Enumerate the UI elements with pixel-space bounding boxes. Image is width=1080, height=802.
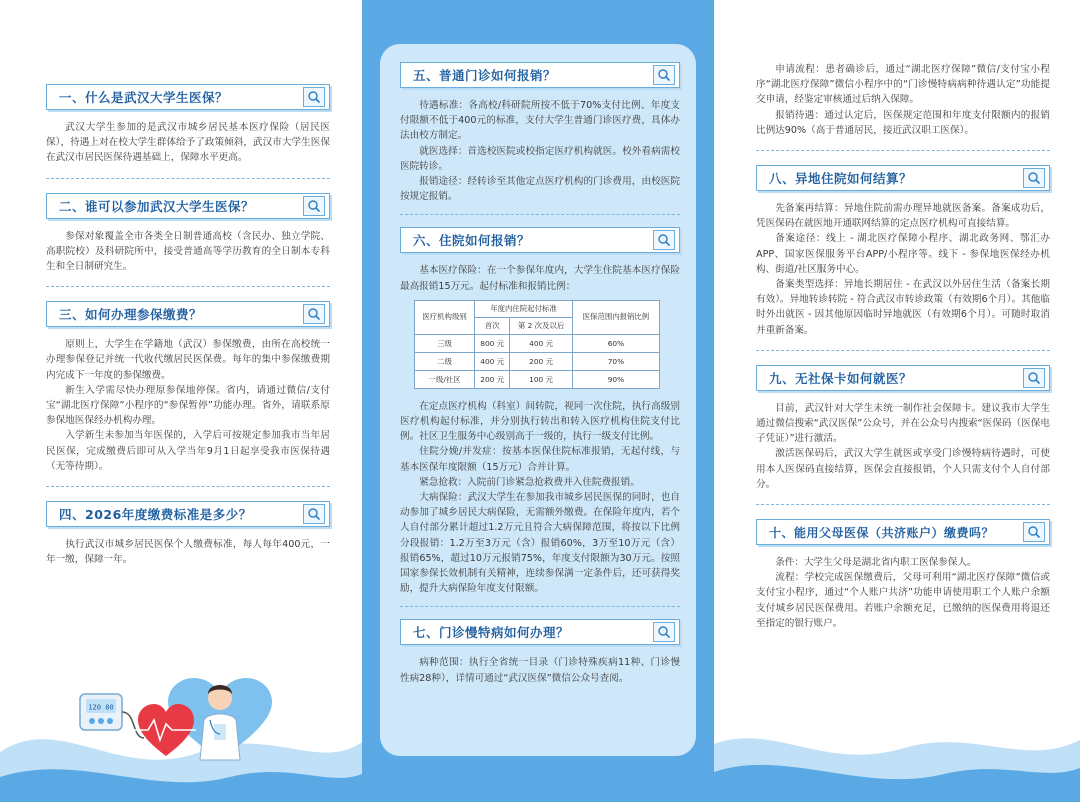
wave-decoration xyxy=(714,682,1080,802)
medical-illustration xyxy=(70,668,330,768)
section-7-para-2: 申请流程：患者确诊后，通过“湖北医疗保障”微信/支付宝小程序“湖北医疗保障”微信小程序中的“门诊慢特病病种待遇认定”功能提交申请，经鉴定审核通过后纳入保障。 xyxy=(756,64,1050,106)
search-icon xyxy=(653,65,675,85)
section-5-heading xyxy=(400,62,680,88)
search-icon xyxy=(1023,368,1045,388)
table-cell: 800 元 xyxy=(475,334,510,352)
table-row xyxy=(415,334,660,352)
section-3-para-1: 原则上，大学生在学籍地（武汉）参保缴费，由所在高校统一办理参保登记并统一代收代缴居民医保费。每年的集中参保缴费期内完成下一年度的参保缴费。 xyxy=(46,339,330,381)
table-header-first: 首次 xyxy=(475,317,510,334)
section-6-para-3: 紧急抢救：入院前门诊紧急抢救费并入住院费报销。 xyxy=(419,476,640,488)
table-cell: 一级/社区 xyxy=(415,370,475,388)
section-2 xyxy=(46,193,330,275)
section-2-title: 二、谁可以参加武汉大学生医保？ xyxy=(59,198,255,214)
section-3-title: 三、如何办理参保缴费？ xyxy=(59,307,203,323)
table-row xyxy=(415,370,660,388)
table-header-ratio: 医保范围内报销比例 xyxy=(572,300,659,334)
table-cell: 70% xyxy=(572,352,659,370)
search-icon xyxy=(303,504,325,524)
section-7-para-3: 报销待遇：通过认定后，医保规定范围和年度支付限额内的报销比例达90%（高于普通居民，接近武汉职工医保）。 xyxy=(756,109,1050,136)
search-icon xyxy=(653,622,675,642)
section-7-para-1: 病种范围：执行全省统一目录（门诊特殊疾病11种、门诊慢性病28种），详情可通过“武汉医保”微信公众号查阅。 xyxy=(400,657,680,684)
section-10-heading xyxy=(756,519,1050,545)
table-cell: 200 元 xyxy=(475,370,510,388)
section-6-heading xyxy=(400,227,680,253)
table-row xyxy=(415,352,660,370)
table-cell: 400 元 xyxy=(510,334,573,352)
search-icon xyxy=(303,304,325,324)
table-cell: 90% xyxy=(572,370,659,388)
section-8-heading xyxy=(756,165,1050,191)
section-7-title: 七、门诊慢特病如何办理？ xyxy=(413,625,570,641)
blood-pressure-monitor-icon xyxy=(80,694,144,738)
section-8-para-1: 先备案再结算：异地住院前需办理异地就医备案。备案成功后，凭医保码在就医地开通联网结算的定点医疗机构可直接结算。 xyxy=(756,203,1050,230)
table-header-level: 医疗机构级别 xyxy=(415,300,475,334)
section-5 xyxy=(400,62,680,204)
left-panel xyxy=(0,0,362,802)
section-10 xyxy=(756,519,1050,631)
divider xyxy=(400,214,680,215)
section-9 xyxy=(756,365,1050,492)
section-6-para-2: 住院分娩/并发症：按基本医保住院标准报销，无起付线，与基本医保年度限额（15万元）合并计算。 xyxy=(400,446,680,473)
section-3-para-3: 入学新生未参加当年医保的，入学后可按规定参加我市当年居民医保，完成缴费后即可从入学当年9月1日起享受我市医保待遇（无等待期）。 xyxy=(46,430,330,472)
section-10-para-1: 条件：大学生父母是湖北省内职工医保参保人。 xyxy=(775,557,977,569)
section-9-heading xyxy=(756,365,1050,391)
right-panel xyxy=(714,0,1080,802)
section-1-para-1: 武汉大学生参加的是武汉市城乡居民基本医疗保险（居民医保），待遇上对在校大学生群体给予了政策倾斜，武汉市大学生医保在武汉市居民医保待遇基础上，保障水平更高。 xyxy=(46,122,330,164)
divider xyxy=(756,504,1050,505)
section-9-title: 九、无社保卡如何就医？ xyxy=(769,370,913,386)
hospital-reimbursement-table xyxy=(414,300,660,389)
table-header-deductible: 年度内住院起付标准 xyxy=(475,300,573,317)
center-panel xyxy=(362,0,714,802)
divider xyxy=(46,178,330,179)
search-icon xyxy=(1023,168,1045,188)
table-cell: 200 元 xyxy=(510,352,573,370)
section-5-para-2: 就医选择：首选校医院或校指定医疗机构就医。校外看病需校医院转诊。 xyxy=(400,145,680,172)
search-icon xyxy=(653,230,675,250)
section-1 xyxy=(46,84,330,166)
section-3-para-2: 新生入学需尽快办理原参保地停保。省内，请通过微信/支付宝“湖北医疗保障”小程序的“参保暂停”功能办理。省外，请联系原参保地医保经办机构办理。 xyxy=(46,384,330,427)
search-icon xyxy=(1023,522,1045,542)
right-content xyxy=(756,62,1050,631)
section-6-title: 六、住院如何报销？ xyxy=(413,233,531,249)
section-4 xyxy=(46,501,330,567)
heart-pulse-icon xyxy=(132,704,196,756)
section-7-continued xyxy=(756,62,1050,138)
section-5-title: 五、普通门诊如何报销？ xyxy=(413,68,557,83)
section-2-heading xyxy=(46,193,330,219)
section-6-para-1: 在定点医疗机构（科室）间转院，视同一次住院，执行高级别医疗机构起付标准，并分别执行转出和转入医疗机构住院支付比例。社区卫生服务中心级别高于一级的，执行一级支付比例。 xyxy=(400,400,680,443)
section-10-para-2: 流程：学校完成医保缴费后，父母可利用“湖北医疗保障”微信或支付宝小程序，通过“个人账户共济”功能申请使用职工个人账户余额支付城乡居民医保费用。若账户余额充足，已缴纳的医保费用将退还至指定的银行账户。 xyxy=(756,572,1050,629)
table-cell: 60% xyxy=(572,334,659,352)
section-7-heading xyxy=(400,619,680,645)
section-6-para-4: 大病保险：武汉大学生在参加我市城乡居民医保的同时，也自动参加了城乡居民大病保险，无需额外缴费。在保险年度内，若个人自付部分累计超过1.2万元且符合大病保障范围，将按以下比例分段报销：1.2万至3万元（含）报销60%，3万至10万元（含）报销65%，超过10万元报销75%，年度支付限额为30万元。按照国家参保长效机制有关精神，连续参保满一定条件后，还可获得奖励，提升大病保险年度支付限额。 xyxy=(400,492,680,595)
search-icon xyxy=(303,87,325,107)
section-3 xyxy=(46,301,330,474)
section-8-para-3: 备案类型选择：异地长期居住 - 在武汉以外居住生活（备案长期有效）。异地转诊转院 - 符合武汉市转诊政策（有效期6个月）。其他临时外出就医 - 因其他原因临时异地就医（有效期6个月）。可随时取消并重新备案。 xyxy=(756,279,1050,336)
section-1-heading xyxy=(46,84,330,110)
divider xyxy=(756,150,1050,151)
divider xyxy=(46,286,330,287)
section-4-title: 四、2026年度缴费标准是多少？ xyxy=(59,507,252,523)
section-2-para-1: 参保对象覆盖全市各类全日制普通高校（含民办、独立学院、高职院校）及科研院所中，接受普通高等学历教育的全日制本专科生和全日制研究生。 xyxy=(46,230,330,273)
section-10-title: 十、能用父母医保（共济账户）缴费吗？ xyxy=(769,525,995,540)
section-6 xyxy=(400,227,680,596)
section-4-heading xyxy=(46,501,330,527)
divider xyxy=(400,606,680,607)
left-content xyxy=(46,84,330,567)
section-8-para-2: 备案途径：线上 - 湖北医疗保障小程序、湖北政务网、鄂汇办APP、国家医保服务平台APP/小程序等。线下 - 参保地医保经办机构、街道/社区服务中心。 xyxy=(756,233,1050,275)
section-4-para-1: 执行武汉市城乡居民医保个人缴费标准，每人每年400元，一年一缴，保障一年。 xyxy=(46,539,330,566)
table-cell: 二级 xyxy=(415,352,475,370)
section-8 xyxy=(756,165,1050,338)
center-content xyxy=(400,62,680,686)
section-5-para-3: 报销途径：经转诊至其他定点医疗机构的门诊费用，由校医院按规定报销。 xyxy=(400,176,680,203)
search-icon xyxy=(303,196,325,216)
monitor-readout: 120 80 xyxy=(88,703,114,712)
table-cell: 100 元 xyxy=(510,370,573,388)
divider xyxy=(756,350,1050,351)
table-cell: 400 元 xyxy=(475,352,510,370)
section-9-para-1: 目前，武汉针对大学生未统一制作社会保障卡。建议我市大学生通过微信搜索“武汉医保”公众号，并在公众号内搜索“医保码（医保电子凭证）”进行激活。 xyxy=(756,402,1050,445)
section-7 xyxy=(400,619,680,685)
table-header-second: 第 2 次及以后 xyxy=(510,317,573,334)
table-cell: 三级 xyxy=(415,334,475,352)
section-1-title: 一、什么是武汉大学生医保？ xyxy=(59,90,229,105)
section-3-heading xyxy=(46,301,330,327)
section-5-para-1: 待遇标准：各高校/科研院所按不低于70%支付比例、年度支付限额不低于400元的标准，支付大学生普通门诊医疗费，具体办法由校方制定。 xyxy=(400,100,680,142)
section-6-intro: 基本医疗保险：在一个参保年度内，大学生住院基本医疗保险最高报销15万元。起付标准和报销比例： xyxy=(400,265,680,292)
divider xyxy=(46,486,330,487)
section-8-title: 八、异地住院如何结算？ xyxy=(769,171,913,187)
section-9-para-2: 激活医保码后，武汉大学生就医或享受门诊慢特病待遇时，可使用本人医保码直接结算，医保会直接报销，个人只需支付个人自付部分。 xyxy=(756,448,1050,490)
